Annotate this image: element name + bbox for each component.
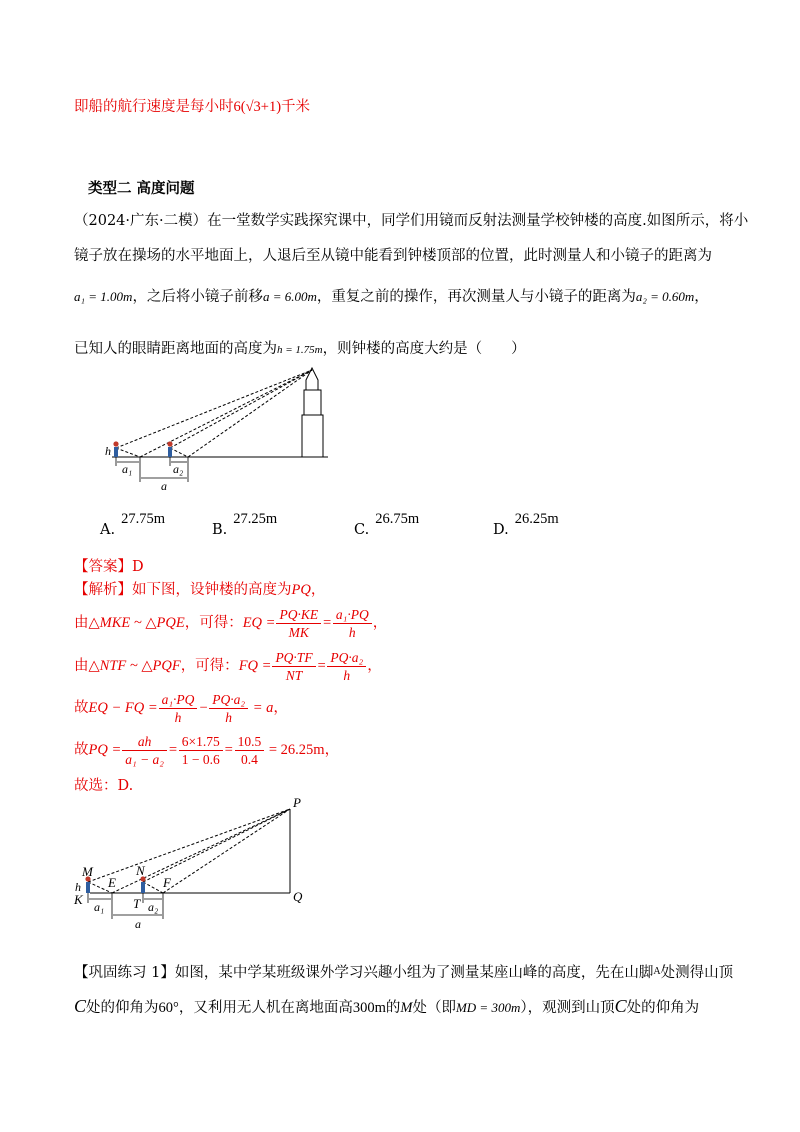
label-a: a	[135, 917, 141, 931]
clock-tower	[302, 368, 323, 457]
problem-line-2: 镜子放在操场的水平地面上，人退后至从镜中能看到钟楼顶部的位置，此时测量人和小镜子的距离为	[74, 248, 712, 264]
label-a: a	[161, 479, 167, 493]
h-value: h = 1.75m	[277, 344, 323, 356]
person-2-icon	[167, 441, 172, 457]
sight-lines	[116, 370, 312, 457]
option-d: D.26.25m	[493, 511, 559, 538]
section-title: 类型二 高度问题	[88, 181, 195, 197]
sight-lines	[88, 809, 290, 893]
practice-line-1: 【巩固练习 1】如图，某中学某班级课外学习兴趣小组为了测量某座山峰的高度，先在山脚$^A$处测得山顶	[74, 965, 734, 981]
solution-step-2: 由 △NTF ~ △PQF ，可得： FQ = $\frac{PQ\cdot TF}{NT}$ = $\frac{\text{PQ·a₂}}{h}$ ，	[74, 649, 382, 683]
label-m: M	[82, 864, 93, 879]
label-h: h	[105, 444, 111, 458]
label-n: N	[136, 863, 145, 878]
label-a1: a₁	[122, 462, 133, 476]
solution-step-4: 故 PQ = $\frac{ah}{\text{a₁ − a₂}}$ = $\frac{6\times 1.75}{1 - 0.6}$ = $\frac{10.5}{0.4}$ = 26.25m ，	[74, 733, 340, 767]
label-a2: a₂	[173, 462, 184, 476]
a2-value: a₂ = 0.60m	[635, 289, 695, 304]
practice-line-2: C处的仰角为60°，又利用无人机在离地面高300m的M处（即MD = 300m），观测到山顶C处的仰角为	[74, 996, 700, 1016]
option-b: B.27.25m	[212, 511, 278, 538]
answer: 【答案】D	[74, 559, 144, 575]
solution-step-3: 故 EQ − FQ = $\frac{\text{a₁·PQ}}{h}$ − $\frac{\text{PQ·a₂}}{h}$ = a ，	[74, 691, 288, 725]
previous-answer: 即船的航行速度是每小时6(√3+1)千米	[74, 99, 311, 115]
solution-intro: 【解析】如下图，设钟楼的高度为PQ，	[74, 582, 326, 598]
person-n-icon	[140, 876, 145, 893]
label-e: E	[108, 875, 116, 890]
solution-figure	[70, 795, 330, 935]
label-f: F	[163, 875, 171, 890]
label-a2: a₂	[148, 900, 159, 914]
person-1-icon	[113, 441, 118, 457]
option-a: A.27.75m	[100, 511, 165, 538]
label-t: T	[133, 896, 141, 911]
label-k: K	[74, 892, 83, 907]
label-a1: a₁	[94, 900, 105, 914]
problem-line-4: 已知人的眼睛距离地面的高度为h = 1.75m，则钟楼的高度大约是（ ）	[74, 341, 526, 357]
label-p: P	[293, 795, 301, 810]
clock-tower-figure	[100, 360, 340, 495]
a1-value: a₁ = 1.00m	[74, 289, 133, 304]
a-value: a = 6.00m	[262, 289, 317, 304]
solution-step-1: 由 △MKE ~ △PQE ，可得： EQ = $\frac{PQ\cdot KE}{MK}$ = $\frac{\text{a₁·PQ}}{h}$ ，	[74, 606, 388, 640]
label-q: Q	[293, 889, 303, 904]
solution-choice: 故选：D.	[74, 778, 134, 794]
problem-line-1: （2024·广东·二模）在一堂数学实践探究课中，同学们用镜而反射法测量学校钟楼的高度.如图所示，将小	[74, 213, 749, 229]
label-h: h	[75, 880, 81, 894]
option-c: C.26.75m	[354, 511, 420, 538]
problem-line-3: a₁ = 1.00m，之后将小镜子前移a = 6.00m，重复之前的操作，再次测量人与小镜子的距离为a₂ = 0.60m，	[74, 289, 709, 305]
